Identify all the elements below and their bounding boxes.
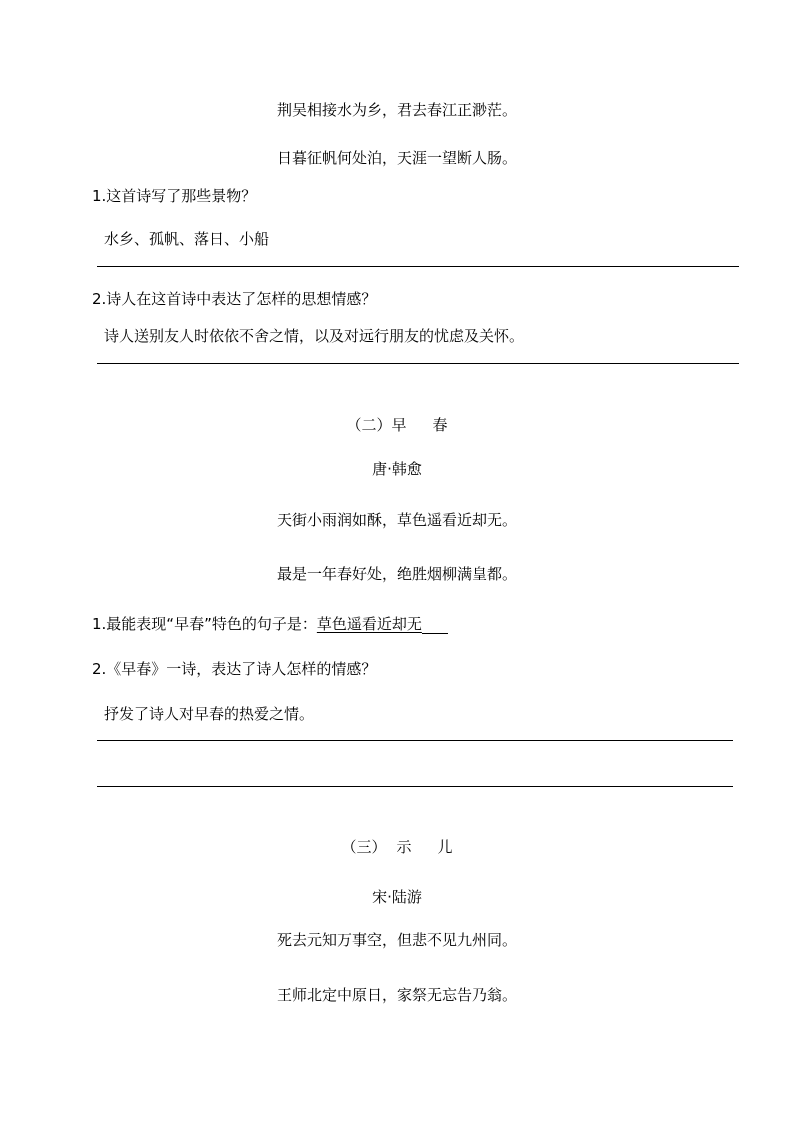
poem2-title-number: （二） bbox=[346, 416, 392, 434]
poem3-line-1: 死去元知万事空，但悲不见九州同。 bbox=[276, 931, 517, 949]
poem3-title-char-1: 示 bbox=[396, 838, 412, 856]
poem1-answer-1: 水乡、孤帆、落日、小船 bbox=[104, 230, 270, 248]
poem2-title bbox=[0, 415, 794, 435]
poem3-title-char-2: 儿 bbox=[437, 838, 453, 856]
poem2-answer-2: 抒发了诗人对早春的热爱之情。 bbox=[104, 705, 315, 723]
poem2-question-1-text: 1.最能表现“早春”特色的句子是： bbox=[92, 615, 317, 633]
poem1-answer-2: 诗人送别友人时依依不舍之情，以及对远行朋友的忧虑及关怀。 bbox=[104, 327, 525, 345]
poem1-line-1: 荆吴相接水为乡，君去春江正渺茫。 bbox=[276, 101, 517, 119]
poem3-title bbox=[0, 837, 794, 857]
poem3-author: 宋·陆游 bbox=[372, 888, 422, 906]
poem3-title-number: （三） bbox=[341, 838, 387, 856]
poem2-answer-1: 草色遥看近却无 bbox=[316, 615, 422, 633]
poem2-question-1 bbox=[92, 614, 448, 634]
answer-line bbox=[97, 786, 733, 787]
poem2-title-char-2: 春 bbox=[432, 416, 448, 434]
poem2-question-2: 2.《早春》一诗，表达了诗人怎样的情感？ bbox=[92, 660, 377, 678]
answer-line bbox=[97, 363, 739, 364]
poem2-line-1: 天街小雨润如酥，草色遥看近却无。 bbox=[276, 511, 517, 529]
answer-line bbox=[97, 266, 739, 267]
poem3-line-2: 王师北定中原日，家祭无忘告乃翁。 bbox=[276, 986, 517, 1004]
poem1-question-2: 2.诗人在这首诗中表达了怎样的思想情感？ bbox=[92, 290, 377, 308]
answer-blank bbox=[422, 618, 448, 634]
poem1-question-1: 1.这首诗写了那些景物？ bbox=[92, 187, 257, 205]
poem2-line-2: 最是一年春好处，绝胜烟柳满皇都。 bbox=[276, 565, 517, 583]
answer-line bbox=[97, 740, 733, 741]
poem1-line-2: 日暮征帆何处泊，天涯一望断人肠。 bbox=[276, 149, 517, 167]
poem2-title-char-1: 早 bbox=[391, 416, 407, 434]
poem2-author: 唐·韩愈 bbox=[372, 460, 422, 478]
